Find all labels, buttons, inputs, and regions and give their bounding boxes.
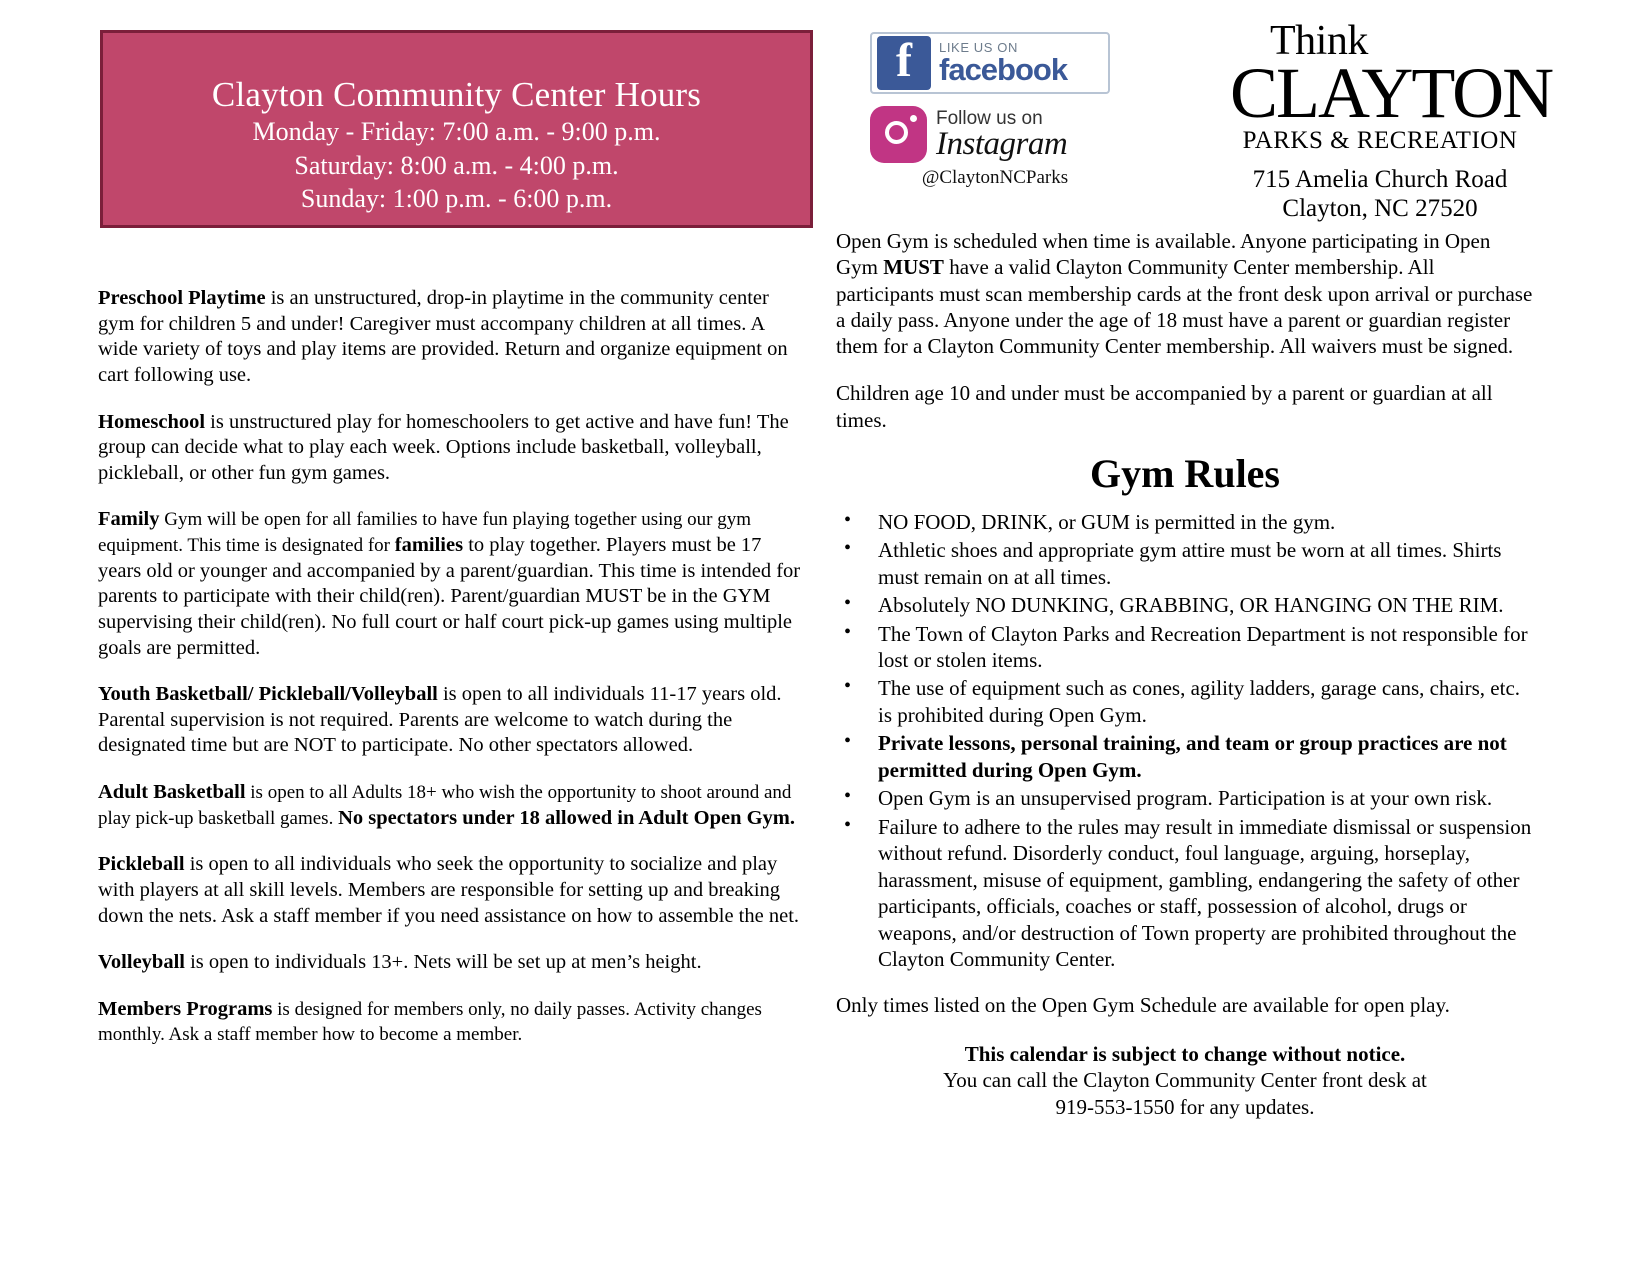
program-homeschool-label: Homeschool: [98, 410, 206, 433]
open-gym-text-c: have a valid Clayton Community Center membership. All participants must scan membership cards at the front desk upon arrival or purchase a daily pass. Anyone under the age of 18 must have a parent or guardian register them for a Clayton Community Center membership. All waivers must be signed.: [836, 255, 1533, 358]
open-gym-text-a: Open Gym is scheduled when time is available. Anyone participating in Open Gym: [836, 229, 1491, 280]
rule-text: NO FOOD, DRINK, or GUM is permitted in the gym.: [878, 509, 1336, 534]
calendar-footer: [836, 1041, 1534, 1121]
rule-text: Failure to adhere to the rules may result in immediate dismissal or suspension without refund. Disorderly conduct, foul language, arguing, horseplay, harassment, misuse of equipment, gambling, endangering the safety of other participants, officials, coaches or staff, possession of alcohol, drugs or weapons, and/or destruction of Town property are prohibited throughout the Clayton Community Center.: [878, 814, 1532, 971]
rule-text: Athletic shoes and appropriate gym attire must be worn at all times. Shirts must remain on at all times.: [878, 538, 1502, 589]
hours-line-weekday: Monday - Friday: 7:00 a.m. - 9:00 p.m.: [252, 117, 661, 147]
footer-line-2: 919-553-1550 for any updates.: [1055, 1095, 1315, 1120]
program-preschool-label: Preschool Playtime: [98, 287, 266, 309]
instagram-icon: [870, 106, 927, 163]
social-badges: [870, 32, 1120, 189]
bullet-icon: •: [844, 785, 852, 808]
programs-column: [98, 286, 804, 1069]
instagram-wordmark: Instagram: [936, 125, 1068, 162]
bullet-icon: •: [844, 537, 852, 560]
program-family-text-a: Gym will be open for all families to have fun playing together using our gym equipment. This time is designated for: [98, 509, 752, 556]
program-members: [98, 997, 804, 1048]
instagram-badge[interactable]: [870, 106, 1120, 163]
gym-rules-heading: Gym Rules: [1090, 450, 1280, 496]
rule-text: Absolutely NO DUNKING, GRABBING, OR HANGING ON THE RIM.: [878, 593, 1504, 618]
program-homeschool-text: is unstructured play for homeschoolers to get active and have fun! The group can decide what to play each week. Options include basketball, volleyball, pickleball, or other fun gym games.: [98, 410, 789, 484]
program-youth-label: Youth Basketball/ Pickleball/Volleyball: [98, 683, 438, 706]
program-pickleball-label: Pickleball: [98, 853, 185, 876]
bullet-icon: •: [844, 592, 852, 615]
footer-line-1: You can call the Clayton Community Center front desk at: [943, 1068, 1427, 1093]
children-note: Children age 10 and under must be accompanied by a parent or guardian at all times.: [836, 381, 1493, 432]
bullet-icon: •: [844, 508, 852, 531]
program-volleyball-text: is open to individuals 13+. Nets will be set up at men’s height.: [184, 951, 702, 974]
open-play-note: Only times listed on the Open Gym Schedule are available for open play.: [836, 993, 1450, 1018]
rules-column: [836, 228, 1534, 1121]
open-gym-bold-must: MUST: [883, 255, 944, 280]
program-members-label: Members Programs: [98, 997, 273, 1020]
program-homeschool: [98, 410, 804, 487]
rule-item: [836, 785, 1534, 811]
rule-item: [836, 537, 1534, 590]
hours-title: Clayton Community Center Hours: [211, 75, 702, 114]
program-volleyball: [98, 950, 804, 976]
bullet-icon: •: [844, 730, 852, 753]
program-family-bold-b: families: [394, 534, 464, 556]
rule-text: The use of equipment such as cones, agility ladders, garage cans, chairs, etc. is prohibited during Open Gym.: [878, 676, 1521, 727]
instagram-follow-label: Follow us on: [936, 107, 1043, 129]
open-gym-paragraph: [836, 228, 1534, 359]
program-members-text: is designed for members only, no daily passes. Activity changes monthly. Ask a staff member how to become a member.: [98, 998, 762, 1046]
program-preschool: [98, 286, 804, 389]
facebook-wordmark: facebook: [939, 52, 1068, 87]
rule-item: [836, 814, 1534, 973]
program-family-label: Family: [98, 508, 160, 531]
program-family: [98, 507, 804, 661]
facebook-badge[interactable]: [870, 32, 1110, 94]
facebook-text: [939, 41, 1067, 85]
hours-banner: [100, 30, 813, 228]
rule-item: [836, 592, 1534, 618]
instagram-text: [936, 109, 1067, 161]
program-preschool-text: is an unstructured, drop-in playtime in the community center gym for children 5 and under! Caregiver must accompany children at all times. A wide variety of toys and play items are provided. Return and organize equipment on cart following use.: [98, 287, 788, 386]
program-youth-text: is open to all individuals 11-17 years old. Parental supervision is not required. Parents are welcome to watch during the designated time but are NOT to participate. No other spectators allowed.: [98, 683, 782, 757]
bullet-icon: •: [844, 675, 852, 698]
program-family-text-c: to play together. Players must be 17 years old or younger and accompanied by a parent/guardian. This time is intended for parents to participate with their child(ren). Parent/guardian MUST be in the GYM supervising their child(ren). No full court or half court pick-up games using multiple goals are permitted.: [98, 534, 801, 659]
facebook-icon: f: [877, 36, 931, 90]
footer-bold-text: This calendar is subject to change without notice.: [964, 1041, 1406, 1066]
brand-logo: [1230, 18, 1553, 224]
brand-address-line1: 715 Amelia Church Road: [1252, 165, 1508, 193]
rule-item: [836, 509, 1534, 535]
program-adult: [98, 780, 804, 831]
facebook-like-label: LIKE US ON: [939, 40, 1018, 55]
brand-clayton-text: CLAYTON: [1230, 52, 1553, 133]
program-volleyball-label: Volleyball: [98, 951, 185, 974]
rule-item: [836, 730, 1534, 783]
gym-rules-list: [836, 509, 1534, 973]
rule-item: [836, 675, 1534, 728]
rule-text: Open Gym is an unsupervised program. Participation is at your own risk.: [878, 786, 1493, 811]
brand-think-text: Think: [1270, 18, 1368, 64]
brand-department-text: PARKS & RECREATION: [1242, 126, 1518, 154]
program-pickleball-text: is open to all individuals who seek the opportunity to socialize and play with players at all skill levels. Members are responsible for setting up and breaking down the nets. Ask a staff member if you need assistance on how to assemble the net.: [98, 853, 800, 927]
program-youth: [98, 682, 804, 759]
rule-item: [836, 621, 1534, 674]
brand-address-line2: Clayton, NC 27520: [1282, 195, 1478, 223]
program-adult-bold-b: No spectators under 18 allowed in Adult Open Gym.: [338, 806, 796, 829]
program-adult-label: Adult Basketball: [98, 781, 246, 803]
program-pickleball: [98, 852, 804, 929]
program-adult-text-a: is open to all Adults 18+ who wish the opportunity to shoot around and play pick-up basketball games.: [98, 782, 792, 829]
hours-line-sunday: Sunday: 1:00 p.m. - 6:00 p.m.: [300, 183, 613, 213]
footer-bold-line: [836, 1041, 1534, 1068]
bullet-icon: •: [844, 620, 852, 643]
rule-text: Private lessons, personal training, and team or group practices are not permitted during Open Gym.: [878, 731, 1507, 782]
social-handle: @ClaytonNCParks: [921, 167, 1069, 188]
rule-text: The Town of Clayton Parks and Recreation Department is not responsible for lost or stolen items.: [878, 621, 1528, 673]
hours-line-saturday: Saturday: 8:00 a.m. - 4:00 p.m.: [294, 150, 619, 180]
bullet-icon: •: [844, 813, 852, 836]
